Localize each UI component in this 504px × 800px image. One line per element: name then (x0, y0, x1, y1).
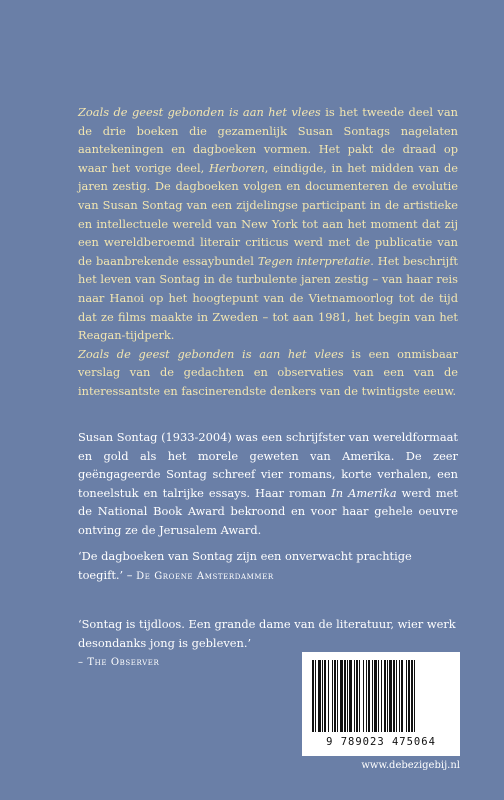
barcode-bar (322, 660, 323, 732)
barcode-bar (401, 660, 403, 732)
bio-text: werd met de National Book Award bekroond en voor haar gehele oeuvre ontving ze de Jerusalem Award. (78, 485, 458, 537)
barcode-bar (363, 660, 364, 732)
barcode-bar (340, 660, 343, 732)
isbn-barcode (302, 652, 460, 756)
barcode-bar (349, 660, 352, 732)
quote-text: ‘Sontag is tijdloos. Een grande dame van de literatuur, wier werk desondanks jong is gebleven.’ (78, 617, 456, 650)
barcode-bar (399, 660, 400, 732)
blurb-text: , eindigde, in het midden van de jaren zestig. De dagboeken volgen en documenteren de evolutie van Susan Sontag van een zijdelingse participant in de artistieke en intellectuele wereld van New York tot aan het moment dat zij een wereldberoemd literair criticus werd met de publicatie van de baanbrekende essaybundel (78, 160, 458, 268)
barcode-bar (372, 660, 373, 732)
barcode-bar (411, 660, 413, 732)
novel-title: In Amerika (331, 485, 397, 500)
barcode-bar (387, 660, 388, 732)
barcode-bar (366, 660, 367, 732)
bio-text: Susan Sontag (1933-2004) was een schrijfster van wereldformaat en gold als het morele geweten van Amerika. De zeer geëngageerde Sontag schreef vier romans, korte verhalen, een toneelstuk en talrijke essays. Haar roman (78, 430, 458, 500)
barcode-bar (396, 660, 397, 732)
book-title-italic: Zoals de geest gebonden is aan het vlees (78, 346, 344, 361)
blurb-text: . Het beschrijft het leven van Sontag in de turbulente jaren zestig – van haar reis naar Hanoi op het hoogtepunt van de Vietnamoorlog tot de tijd dat ze films maakte in Zweden – tot aan 1981, het begin van het Reagan-tijdperk. (78, 253, 458, 343)
author-bio (78, 428, 458, 540)
barcode-bar (324, 660, 326, 732)
barcode-bar (414, 660, 415, 732)
barcode-bar (359, 660, 360, 732)
barcode-bar (406, 660, 407, 732)
blurb-text: is het tweede deel van de drie boeken die gezamenlijk Susan Sontags nagelaten aantekeningen en dagboeken vormen. Het pakt de draad op waar het vorige deel, (78, 105, 458, 175)
barcode-bar (334, 660, 336, 732)
barcode-bar (389, 660, 392, 732)
barcode-bar (384, 660, 386, 732)
barcode-bar (354, 660, 355, 732)
blurb-paragraph (78, 103, 458, 401)
blurb-text: is een onmisbaar verslag van de gedachten en observaties van een van de interessantste en fascinerendste denkers van de twintigste eeuw. (78, 346, 458, 398)
barcode-bar (337, 660, 338, 732)
barcode-bar (356, 660, 358, 732)
barcode-bar (344, 660, 346, 732)
barcode-icon (310, 660, 452, 734)
review-quote (78, 547, 458, 586)
barcode-bar (408, 660, 410, 732)
publisher-website: www.debezigebij.nl (361, 760, 460, 771)
barcode-bar (378, 660, 379, 732)
essay-collection-title: Tegen interpretatie (257, 253, 371, 268)
book-title-italic: Zoals de geest gebonden is aan het vlees (78, 105, 321, 119)
barcode-bar (315, 660, 316, 732)
quote-text: ‘De dagboeken van Sontag zijn een onverwacht prachtige toegift.’ – (78, 549, 412, 582)
barcode-bar (318, 660, 321, 732)
quote-source: De Groene Amsterdammer (136, 570, 274, 582)
isbn-number: 9 789023 475064 (326, 736, 436, 748)
barcode-bar (368, 660, 370, 732)
barcode-bar (312, 660, 314, 732)
previous-book-title: Herboren (208, 160, 265, 175)
barcode-bar (328, 660, 329, 732)
barcode-bar (393, 660, 395, 732)
barcode-bar (381, 660, 382, 732)
barcode-bar (332, 660, 333, 732)
quote-source: – The Observer (78, 657, 160, 669)
barcode-bar (347, 660, 348, 732)
barcode-bar (374, 660, 377, 732)
